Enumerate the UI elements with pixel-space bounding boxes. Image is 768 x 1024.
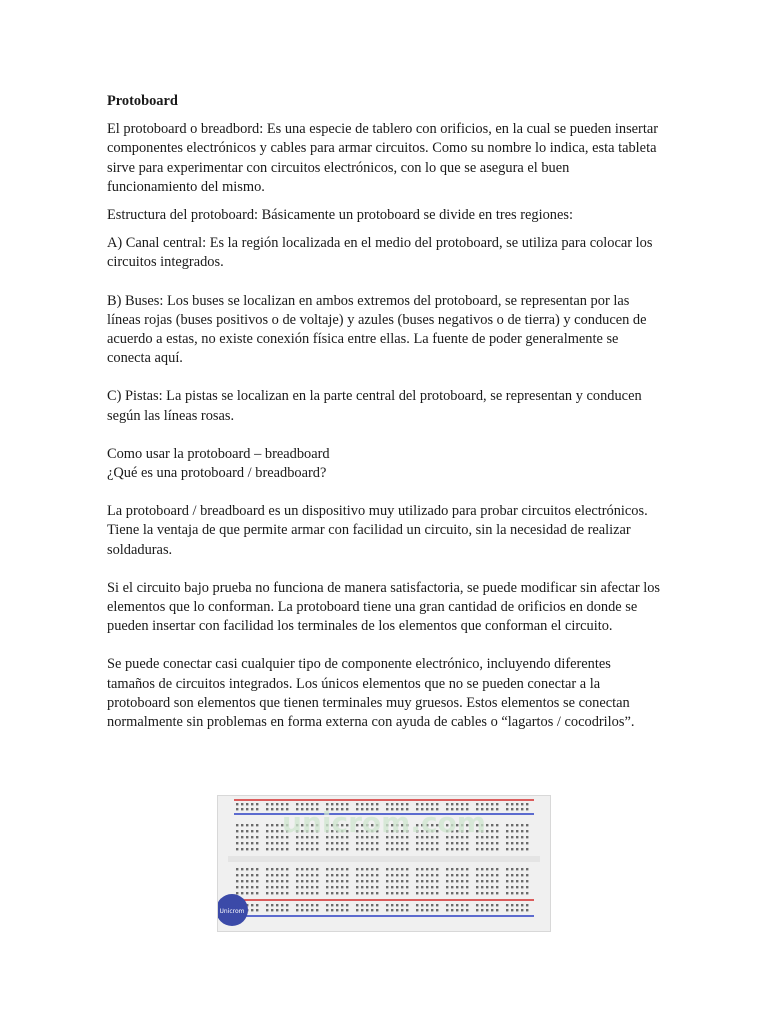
breadboard-image xyxy=(217,795,551,932)
paragraph-modificar: Si el circuito bajo prueba no funciona de manera satisfactoria, se puede modificar sin afectar los elementos que lo conforman. La protoboard tiene una gran cantidad de orificios en donde se pueden insertar con facilidad los terminales de los elementos que conforman el circuito. xyxy=(107,579,664,635)
central-channel xyxy=(228,856,540,862)
paragraph-structure: Estructura del protoboard: Básicamente un protoboard se divide en tres regiones: xyxy=(107,207,573,224)
paragraph-canal-central: A) Canal central: Es la región localizada en el medio del protoboard, se utiliza para colocar los circuitos integrados. xyxy=(107,235,657,271)
document-page xyxy=(107,92,662,741)
breadboard-illustration xyxy=(218,796,550,931)
paragraph-definition: El protoboard o breadbord: Es una especie de tablero con orificios, en la cual se pueden insertar componentes electrónicos y cables para armar circuitos. Como su nombre lo indica, esta tableta sirve para experimentar con circuitos electrónicos, con lo que se asegura el buen funcionamiento del mismo. xyxy=(107,121,662,195)
paragraph-buses: B) Buses: Los buses se localizan en ambos extremos del protoboard, se representan por las líneas rojas (buses positivos o de voltaje) y azules (buses negativos o de tierra) y conducen de acuerdo a estas, no existe conexión física entre ellas. La fuente de poder generalmente se conecta aquí. xyxy=(107,292,651,367)
unicrom-logo-text: Unicrom xyxy=(219,908,245,915)
paragraph-como-usar: Como usar la protoboard – breadboard ¿Qué es una protoboard / breadboard? xyxy=(107,445,330,482)
document-title: Protoboard xyxy=(107,93,178,109)
paragraph-que-es: La protoboard / breadboard es un dispositivo muy utilizado para probar circuitos electrónicos. Tiene la ventaja de que permite armar con facilidad un circuito, sin la necesidad de realizar soldaduras. xyxy=(107,503,652,558)
watermark-text: unicrom.com xyxy=(282,806,486,839)
paragraph-componentes: Se puede conectar casi cualquier tipo de componente electrónico, incluyendo diferentes tamaños de circuitos integrados. Los únicos elementos que no se pueden conectar a la protoboard son elementos que tienen terminales muy gruesos. Estos elementos se conectan normalmente sin problemas en forma externa con ayuda de cables o “lagartos / cocodrilos”. xyxy=(107,656,635,731)
paragraph-pistas: C) Pistas: La pistas se localizan en la parte central del protoboard, se representan y conducen según las líneas rosas. xyxy=(107,388,646,424)
